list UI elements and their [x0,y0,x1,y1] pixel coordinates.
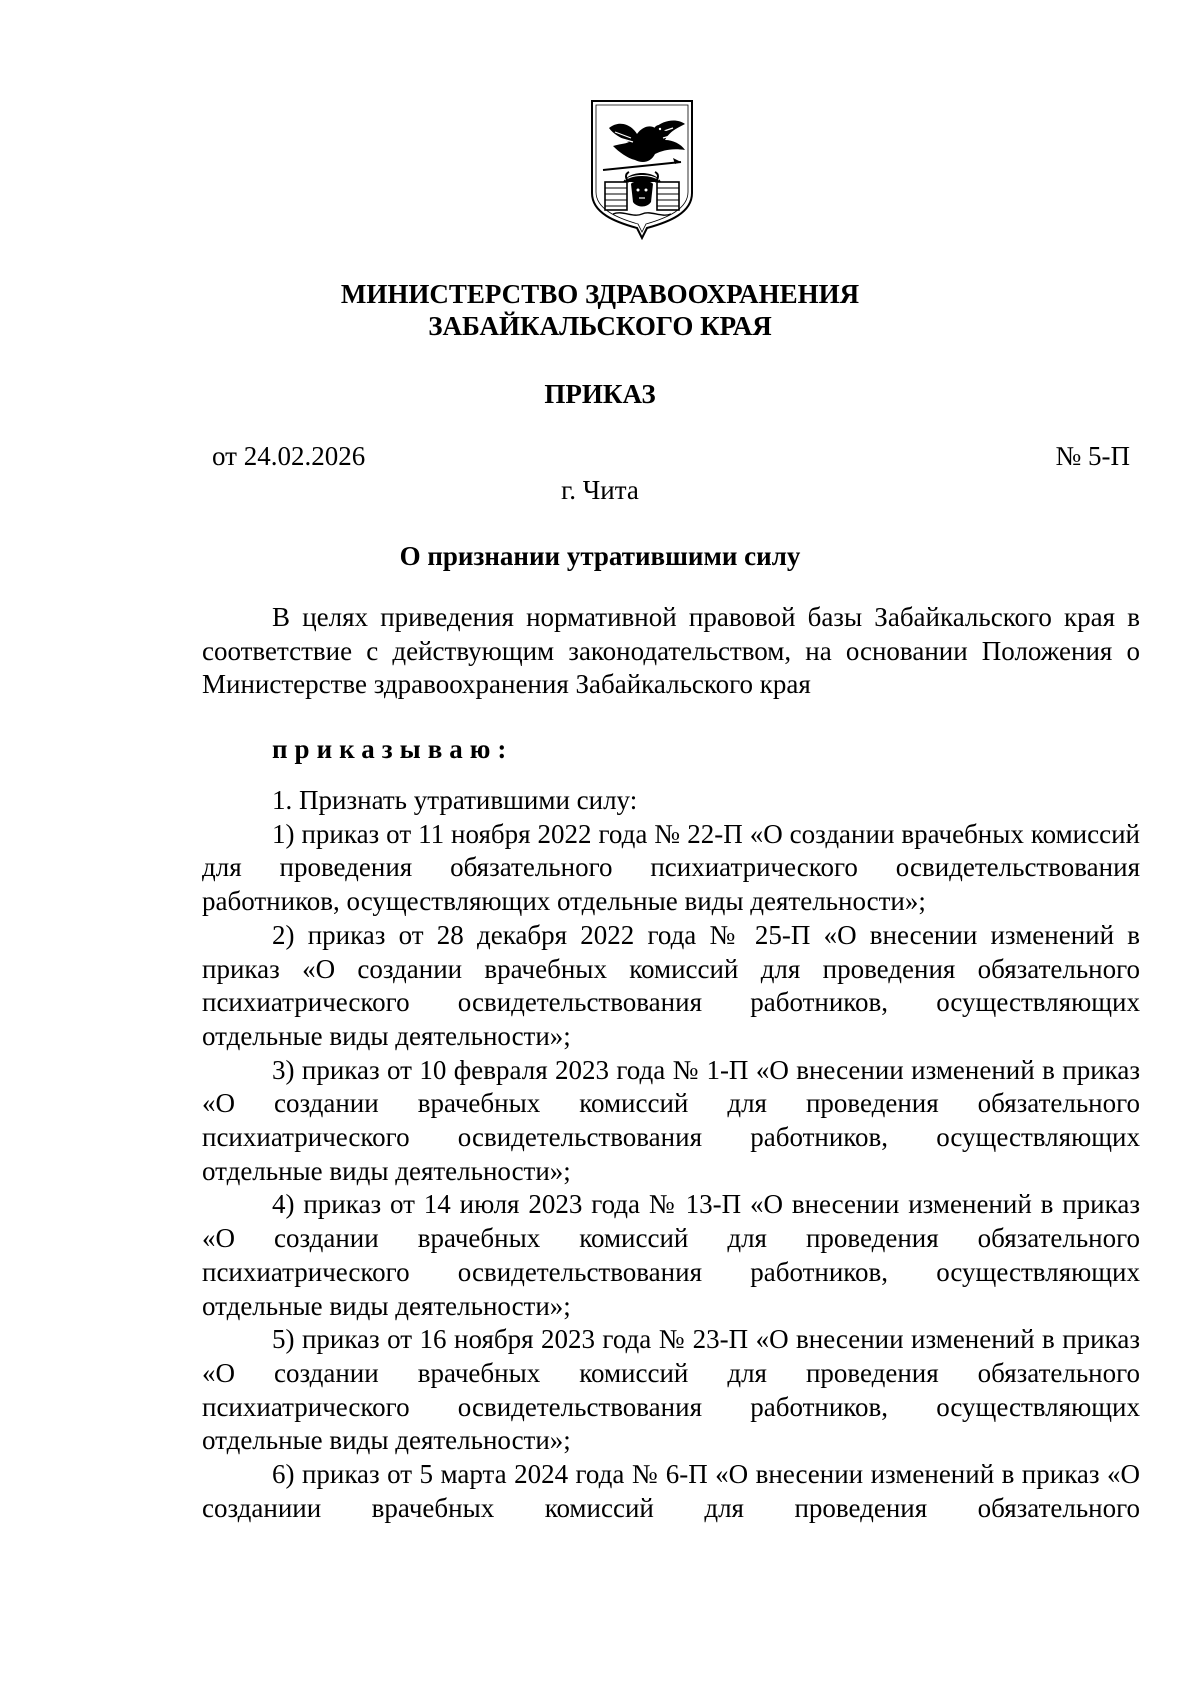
order-items [202,784,1140,1525]
subitem-3: 3) приказ от 10 февраля 2023 года № 1-П «О внесении изменений в приказ «О создании врачебных комиссий для проведения обязательного психиатрического освидетельствования работников, осуществляющих отдельные виды деятельности»; [202,1054,1140,1186]
subitem-1: 1) приказ от 11 ноября 2022 года № 22-П «О создании врачебных комиссий для проведения обязательного психиатрического освидетельствования работников, осуществляющих отдельные виды деятельности»; [202,818,1140,917]
document-date: от 24.02.2026 [212,441,366,471]
subitem-2: 2) приказ от 28 декабря 2022 года № 25-П «О внесении изменений в приказ «О создании врачебных комиссий для проведения обязательного психиатрического освидетельствования работников, осуществляющих отдельные виды деятельности»; [202,919,1140,1051]
coat-of-arms-icon [589,98,695,240]
preamble [202,601,1140,702]
ministry-name-line2: ЗАБАЙКАЛЬСКОГО КРАЯ [428,311,772,341]
ministry-name [0,278,1200,342]
document-number: № 5-П [1055,441,1130,471]
subitem-6: 6) приказ от 5 марта 2024 года № 6-П «О внесении изменений в приказ «О созданиии врачебных комиссий для проведения обязательного [202,1459,1140,1523]
document-subject: О признании утратившими силу [399,541,801,571]
document-city: г. Чита [561,475,639,505]
document-type: ПРИКАЗ [544,379,656,409]
ministry-name-line1: МИНИСТЕРСТВО ЗДРАВООХРАНЕНИЯ [340,279,860,309]
item-1-title: 1. Признать утратившими силу: [272,785,638,815]
subitem-4: 4) приказ от 14 июля 2023 года № 13-П «О внесении изменений в приказ «О создании врачебных комиссий для проведения обязательного психиатрического освидетельствования работников, осуществляющих отдельные виды деятельности»; [202,1189,1140,1321]
order-word: приказываю: [272,734,514,764]
subitem-5: 5) приказ от 16 ноября 2023 года № 23-П «О внесении изменений в приказ «О создании врачебных комиссий для проведения обязательного психиатрического освидетельствования работников, осуществляющих отдельные виды деятельности»; [202,1324,1140,1456]
preamble-paragraph: В целях приведения нормативной правовой базы Забайкальского края в соответствие с действующим законодательством, на основании Положения о Министерстве здравоохранения Забайкальского края [202,602,1140,700]
